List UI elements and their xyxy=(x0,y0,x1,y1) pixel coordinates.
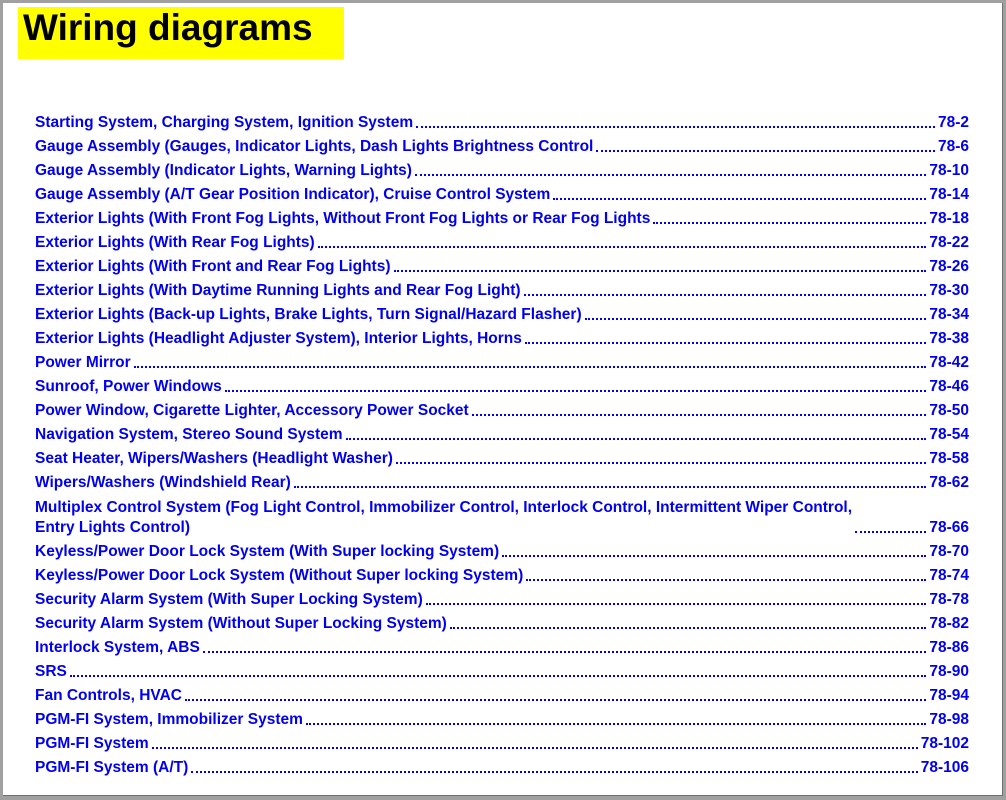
toc-entry-link[interactable] xyxy=(35,349,969,373)
toc-entry-page: 78-98 xyxy=(929,711,969,728)
toc-entry-title-text: Exterior Lights (With Front and Rear Fog Lights) xyxy=(35,258,391,275)
toc-entry-title xyxy=(35,758,188,778)
toc-entry-title xyxy=(35,377,222,397)
toc-entry-page: 78-46 xyxy=(929,378,969,395)
toc-entry-page: 78-50 xyxy=(929,402,969,419)
toc-entry-link[interactable] xyxy=(35,706,969,730)
toc-entry-page: 78-66 xyxy=(929,519,969,536)
dot-leader xyxy=(416,126,935,128)
toc-entry-title xyxy=(35,281,521,301)
toc-entry-link[interactable] xyxy=(35,373,969,397)
toc-entry-title xyxy=(35,473,291,493)
toc-entry-page: 78-42 xyxy=(929,354,969,371)
dot-leader xyxy=(502,555,926,557)
toc-entry-page: 78-102 xyxy=(920,735,969,752)
dot-leader xyxy=(185,699,926,701)
toc-entry-page: 78-2 xyxy=(937,114,969,131)
dot-leader xyxy=(134,366,927,368)
toc-entry-page: 78-74 xyxy=(929,567,969,584)
toc-entry-link[interactable] xyxy=(35,253,969,277)
toc-entry-page: 78-54 xyxy=(929,426,969,443)
toc-entry-page: 78-78 xyxy=(929,591,969,608)
toc-entry-page: 78-34 xyxy=(929,306,969,323)
toc-entry-title xyxy=(35,590,423,610)
toc-entry-page: 78-30 xyxy=(929,282,969,299)
toc-entry-title xyxy=(35,305,582,325)
toc-entry-link[interactable] xyxy=(35,445,969,469)
dot-leader xyxy=(70,675,926,677)
toc-entry-title-text: Security Alarm System (Without Super Locking System) xyxy=(35,615,447,632)
toc-entry-page: 78-82 xyxy=(929,615,969,632)
toc-entry-title xyxy=(35,401,469,421)
toc-entry-title-text: PGM-FI System, Immobilizer System xyxy=(35,711,303,728)
toc-entry-link[interactable] xyxy=(35,658,969,682)
dot-leader xyxy=(426,603,927,605)
toc-entry-title-text: Keyless/Power Door Lock System (Without Super locking System) xyxy=(35,567,524,584)
toc-entry-title-text: Exterior Lights (Headlight Adjuster System), Interior Lights, Horns xyxy=(35,330,522,347)
toc-entry-title-text: Fan Controls, HVAC xyxy=(35,687,182,704)
toc-entry-page: 78-38 xyxy=(929,330,969,347)
toc-entry-title-text: Starting System, Charging System, Ignition System xyxy=(35,114,414,131)
toc-entry-title-text: Gauge Assembly (A/T Gear Position Indicator), Cruise Control System xyxy=(35,186,551,203)
toc-entry-page: 78-90 xyxy=(929,663,969,680)
toc-entry-page: 78-62 xyxy=(929,474,969,491)
toc-entry-title-text: Exterior Lights (Back-up Lights, Brake Lights, Turn Signal/Hazard Flasher) xyxy=(35,306,582,323)
dot-leader xyxy=(191,771,917,773)
toc-entry-link[interactable] xyxy=(35,133,969,157)
toc-entry-title xyxy=(35,542,499,562)
toc-entry-link[interactable] xyxy=(35,610,969,634)
toc-entry-title-text: Sunroof, Power Windows xyxy=(35,378,222,395)
toc-entry-title xyxy=(35,614,447,634)
dot-leader xyxy=(525,342,926,344)
toc-entry-link[interactable] xyxy=(35,421,969,445)
toc-entry-title xyxy=(35,233,315,253)
toc-entry-title-text: Gauge Assembly (Indicator Lights, Warning Lights) xyxy=(35,162,412,179)
toc-entry-title xyxy=(35,353,131,373)
toc-entry-link[interactable] xyxy=(35,109,969,133)
toc-entry-title-text: Seat Heater, Wipers/Washers (Headlight Washer) xyxy=(35,450,393,467)
toc-entry-title xyxy=(35,686,182,706)
toc-entry-title-text: Entry Lights Control) xyxy=(35,519,190,536)
toc-entry-title xyxy=(35,734,149,754)
toc-entry-link[interactable] xyxy=(35,181,969,205)
toc-entry-title-text: Navigation System, Stereo Sound System xyxy=(35,426,343,443)
toc-entry-page: 78-22 xyxy=(929,234,969,251)
toc-entry-page: 78-106 xyxy=(920,759,969,776)
toc-entry-title-text: PGM-FI System xyxy=(35,735,149,752)
toc-entry-title xyxy=(35,329,522,349)
toc-entry-title-line1: Multiplex Control System (Fog Light Control, Immobilizer Control, Interlock Control, Intermittent Wiper Control, xyxy=(35,499,853,516)
dot-leader xyxy=(225,390,927,392)
toc-entry-title xyxy=(35,257,391,277)
toc-entry-title xyxy=(35,498,852,538)
toc-entry-title-text: PGM-FI System (A/T) xyxy=(35,759,189,776)
toc-entry-title xyxy=(35,449,393,469)
toc-entry-title-text: Power Window, Cigarette Lighter, Accessory Power Socket xyxy=(35,402,469,419)
toc-entry-title-text: Exterior Lights (With Daytime Running Lights and Rear Fog Light) xyxy=(35,282,521,299)
toc-entry-link[interactable] xyxy=(35,586,969,610)
toc-entry-title-text: Exterior Lights (With Front Fog Lights, Without Front Fog Lights or Rear Fog Lights xyxy=(35,210,651,227)
toc-entry-link[interactable] xyxy=(35,562,969,586)
toc-entry-link[interactable] xyxy=(35,538,969,562)
toc-entry-title-text: SRS xyxy=(35,663,67,680)
dot-leader xyxy=(472,414,927,416)
toc-entry-title-text: Keyless/Power Door Lock System (With Super locking System) xyxy=(35,543,500,560)
dot-leader xyxy=(524,294,927,296)
toc-entry-link[interactable] xyxy=(35,205,969,229)
dot-leader xyxy=(585,318,927,320)
toc-entry-title-text: Security Alarm System (With Super Locking System) xyxy=(35,591,423,608)
toc-entry-title xyxy=(35,137,593,157)
toc-entry-page: 78-70 xyxy=(929,543,969,560)
dot-leader xyxy=(596,150,935,152)
toc-entry-title xyxy=(35,662,67,682)
dot-leader xyxy=(306,723,926,725)
dot-leader xyxy=(203,651,927,653)
toc-entry-link[interactable] xyxy=(35,301,969,325)
dot-leader xyxy=(346,438,927,440)
toc-entry-link[interactable] xyxy=(35,277,969,301)
toc-entry-page: 78-26 xyxy=(929,258,969,275)
toc-entry-link[interactable] xyxy=(35,754,969,778)
dot-leader xyxy=(653,222,926,224)
toc-entry-link[interactable] xyxy=(35,397,969,421)
toc-entry-title xyxy=(35,425,343,445)
toc-entry-link[interactable] xyxy=(35,469,969,493)
toc-entry-page: 78-14 xyxy=(929,186,969,203)
toc-entry-title xyxy=(35,185,550,205)
toc-entry-title-text: Interlock System, ABS xyxy=(35,639,200,656)
toc-entry-title-text: Power Mirror xyxy=(35,354,131,371)
toc-entry-link[interactable] xyxy=(35,493,969,538)
toc-entry-link[interactable] xyxy=(35,634,969,658)
toc-entry-title xyxy=(35,161,412,181)
toc-entry-title xyxy=(35,209,650,229)
toc-entry-page: 78-10 xyxy=(929,162,969,179)
toc-entry-title-text: Gauge Assembly (Gauges, Indicator Lights, Dash Lights Brightness Control xyxy=(35,138,594,155)
dot-leader xyxy=(553,198,926,200)
toc-entry-page: 78-86 xyxy=(929,639,969,656)
dot-leader xyxy=(318,246,927,248)
toc-entry-link[interactable] xyxy=(35,730,969,754)
dot-leader xyxy=(152,747,918,749)
dot-leader xyxy=(526,579,926,581)
toc-entry-page: 78-18 xyxy=(929,210,969,227)
toc-entry-title xyxy=(35,638,200,658)
toc-entry-link[interactable] xyxy=(35,229,969,253)
toc-entry-link[interactable] xyxy=(35,682,969,706)
toc-entry-page: 78-94 xyxy=(929,687,969,704)
toc-entry-title-text: Exterior Lights (With Rear Fog Lights) xyxy=(35,234,315,251)
table-of-contents xyxy=(35,109,969,778)
dot-leader xyxy=(450,627,926,629)
toc-entry-page: 78-58 xyxy=(929,450,969,467)
toc-entry-title xyxy=(35,710,303,730)
dot-leader xyxy=(294,486,927,488)
dot-leader xyxy=(394,270,927,272)
toc-entry-link[interactable] xyxy=(35,157,969,181)
dot-leader xyxy=(396,462,926,464)
document-page xyxy=(3,3,1003,796)
page-title: Wiring diagrams xyxy=(23,7,313,48)
toc-entry-link[interactable] xyxy=(35,325,969,349)
toc-entry-page: 78-6 xyxy=(937,138,969,155)
toc-entry-title xyxy=(35,566,523,586)
toc-entry-title-text: Wipers/Washers (Windshield Rear) xyxy=(35,474,291,491)
toc-entry-title xyxy=(35,113,413,133)
dot-leader xyxy=(415,174,926,176)
dot-leader xyxy=(855,531,926,533)
